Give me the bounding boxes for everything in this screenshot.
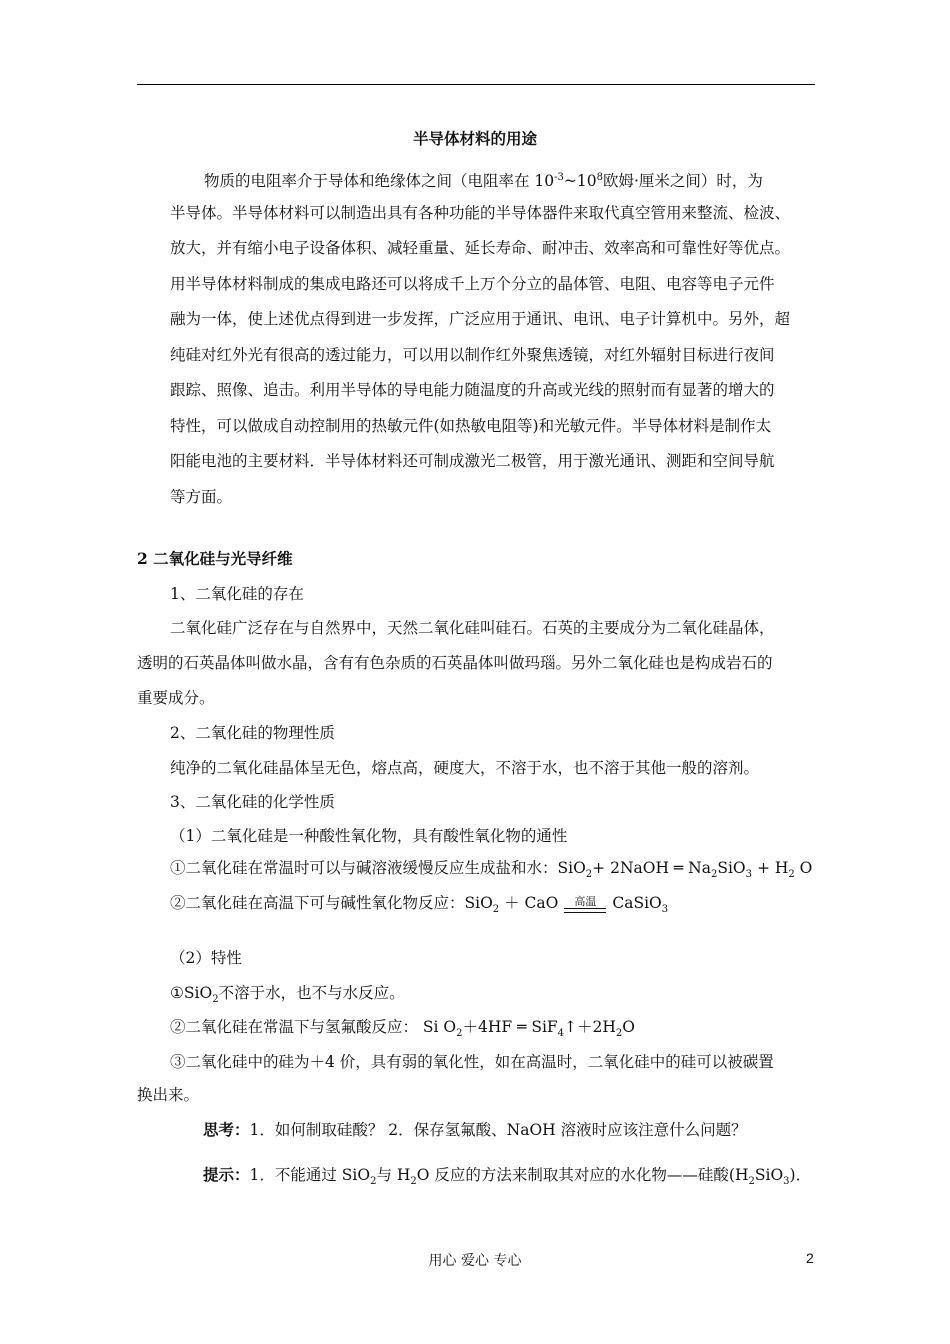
intro-line-1: 物质的电阻率介于导体和绝缘体之间（电阻率在 $10^{-3}\sim 10^8$欧姆·厘米之间）时，为 [204,172,763,191]
body-line: 二氧化硅广泛存在与自然界中，天然二氧化硅叫硅石。石英的主要成分为二氧化硅晶体， [170,619,775,637]
body-line: 透明的石英晶体叫做水晶，含有有色杂质的石英晶体叫做玛瑙。另外二氧化硅也是构成岩石的 [137,654,773,672]
think-label: 思考： [203,1120,250,1139]
intro-line: 半导体。半导体材料可以制造出具有各种功能的半导体器件来取代真空管用来整流、检波、 [170,203,791,222]
subsection-heading: 2、二氧化硅的物理性质 [170,724,335,742]
body-line: 纯净的二氧化硅晶体呈无色，熔点高，硬度大，不溶于水，也不溶于其他一般的溶剂。 [170,759,760,777]
footer-text: 用心 爱心 专心 [428,1253,522,1269]
property-line-1: ①SiO$_2$不溶于水，也不与水反应。 [170,984,405,1006]
section-heading: 2 二氧化硅与光导纤维 [137,549,293,568]
intro-line: 阳能电池的主要材料．半导体材料还可制成激光二极管，用于激光通讯、测距和空间导航 [170,452,775,470]
body-line: 重要成分。 [137,689,215,707]
intro-line: 特性，可以做成自动控制用的热敏元件(如热敏电阻等)和光敏元件。半导体材料是制作太 [170,416,772,435]
subsection-heading: （2）特性 [170,949,242,967]
intro-line: 用半导体材料制成的集成电路还可以将成千上万个分立的晶体管、电阻、电容等电子元件 [170,274,775,293]
intro-line: 融为一体，使上述优点得到进一步发挥，广泛应用于通讯、电讯、电子计算机中。另外，超 [170,310,791,328]
reaction-condition-sign: 高温 [564,896,606,913]
intro-line: 放大，并有缩小电子设备体积、减轻重量、延长寿命、耐冲击、效率高和可靠性好等优点。 [170,239,791,257]
body-line: （1）二氧化硅是一种酸性氧化物，具有酸性氧化物的通性 [170,827,568,845]
hint-line: 提示：1．不能通过 SiO$_2$与 $H_2O$ 反应的方法来制取其对应的水化物——硅酸$(H_2SiO_3)$． [203,1165,812,1188]
intro-line: 纯硅对红外光有很高的透过能力，可以用以制作红外聚焦透镜，对红外辐射目标进行夜间 [170,345,775,364]
page-title: 半导体材料的用途 [412,129,537,148]
subsection-heading: 3、二氧化硅的化学性质 [170,793,335,811]
equation-2: ②二氧化硅在高温下可与碱性氧化物反应：SiO$_2$ ＋ CaO 高温 CaSiO$_3$ [170,894,669,916]
page-number: 2 [806,1250,814,1266]
intro-line: 等方面。 [170,487,233,506]
body-line: ③二氧化硅中的硅为＋4 价，具有弱的氧化性，如在高温时，二氧化硅中的硅可以被碳置 [170,1053,774,1071]
header-rule [137,84,815,85]
intro-paragraph [170,160,830,515]
think-line: 思考：1．如何制取硅酸？ 2．保存氢氟酸、NaOH 溶液时应该注意什么问题？ [203,1120,747,1139]
intro-line: 跟踪、照像、追击。利用半导体的导电能力随温度的升高或光线的照射而有显著的增大的 [170,381,775,399]
body-line: 换出来。 [137,1086,200,1104]
property-line-2: ②二氧化硅在常温下与氢氟酸反应： Si $O_2+4HF$ ═ $SiF_4↑+2H_2O$ [170,1018,636,1040]
subsection-heading: 1、二氧化硅的存在 [170,585,304,603]
hint-label: 提示： [203,1165,250,1184]
equation-1: ①二氧化硅在常温时可以与碱溶液缓慢反应生成盐和水：SiO$_2$+ 2NaOH ═ $Na_2SiO_3 + H_2$ O [170,859,813,881]
